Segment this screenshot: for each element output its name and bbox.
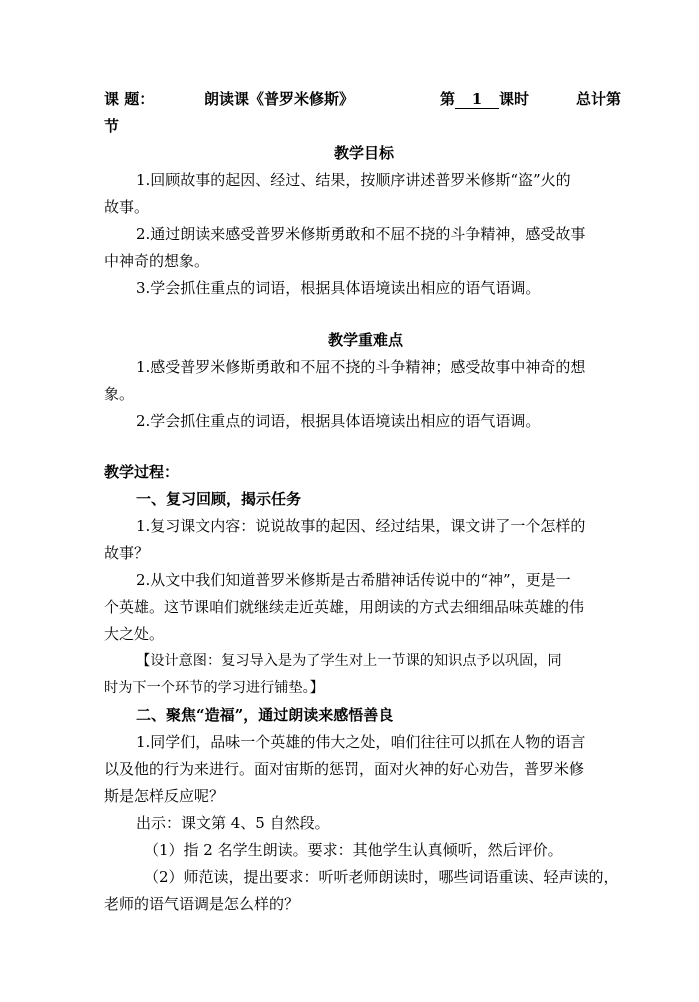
key-points-heading: 教学重难点 [328, 331, 404, 349]
section2-title: 二、聚焦“造福”，通过朗读来感悟善良 [136, 706, 394, 724]
objective-line: 故事。 [104, 198, 150, 216]
lesson-title: 朗读课《普罗米修斯》 [204, 90, 355, 108]
section1-title: 一、复习回顾，揭示任务 [136, 490, 302, 508]
total-suffix: 节 [104, 117, 120, 135]
key-point-line: 1.感受普罗米修斯勇敢和不屈不挠的斗争精神；感受故事中神奇的想 [136, 358, 586, 376]
design-note-line: 时为下一个环节的学习进行铺垫。】 [104, 680, 324, 696]
section2-line: （1）指 2 名学生朗读。要求：其他学生认真倾听，然后评价。 [144, 841, 563, 859]
section1-line: 2.从文中我们知道普罗米修斯是古希腊神话传说中的“神”，更是一 [136, 571, 571, 589]
design-note-line: 【设计意图：复习导入是为了学生对上一节课的知识点予以巩固，同 [136, 653, 562, 669]
objective-line: 中神奇的想象。 [104, 252, 210, 270]
period-prefix: 第 [440, 90, 456, 108]
section1-line: 个英雄。这节课咱们就继续走近英雄，用朗读的方式去细细品味英雄的伟 [104, 598, 585, 616]
objective-line: 2.通过朗读来感受普罗米修斯勇敢和不屈不挠的斗争精神，感受故事 [136, 225, 586, 243]
total-label: 总计第 [576, 90, 622, 108]
process-heading: 教学过程： [104, 463, 180, 481]
section2-line: （2）师范读，提出要求：听听老师朗读时，哪些词语重读、轻声读的， [144, 868, 619, 886]
section2-line: 老师的语气语调是怎么样的？ [104, 895, 300, 913]
section1-line: 故事？ [104, 544, 150, 562]
period-field [440, 89, 529, 109]
period-number: 1 [455, 91, 499, 109]
objectives-heading: 教学目标 [334, 144, 395, 162]
section2-line: 斯是怎样反应呢？ [104, 787, 225, 805]
key-point-line: 2.学会抓住重点的词语，根据具体语境读出相应的语气语调。 [136, 412, 541, 430]
objective-line: 3.学会抓住重点的词语，根据具体语境读出相应的语气语调。 [136, 279, 541, 297]
section2-line: 以及他的行为来进行。面对宙斯的惩罚，面对火神的好心劝告，普罗米修 [104, 760, 585, 778]
key-point-line: 象。 [104, 385, 135, 403]
subject-label: 课 题： [104, 90, 155, 108]
objective-line: 1.回顾故事的起因、经过、结果，按顺序讲述普罗米修斯“盗”火的 [136, 171, 571, 189]
period-suffix: 课时 [499, 90, 530, 108]
section1-line: 1.复习课文内容：说说故事的起因、经过结果，课文讲了一个怎样的 [136, 517, 586, 535]
section2-line: 1.同学们，品味一个英雄的伟大之处，咱们往往可以抓在人物的语言 [136, 733, 586, 751]
section1-line: 大之处。 [104, 625, 165, 643]
section2-line: 出示：课文第 4、5 自然段。 [136, 814, 330, 832]
